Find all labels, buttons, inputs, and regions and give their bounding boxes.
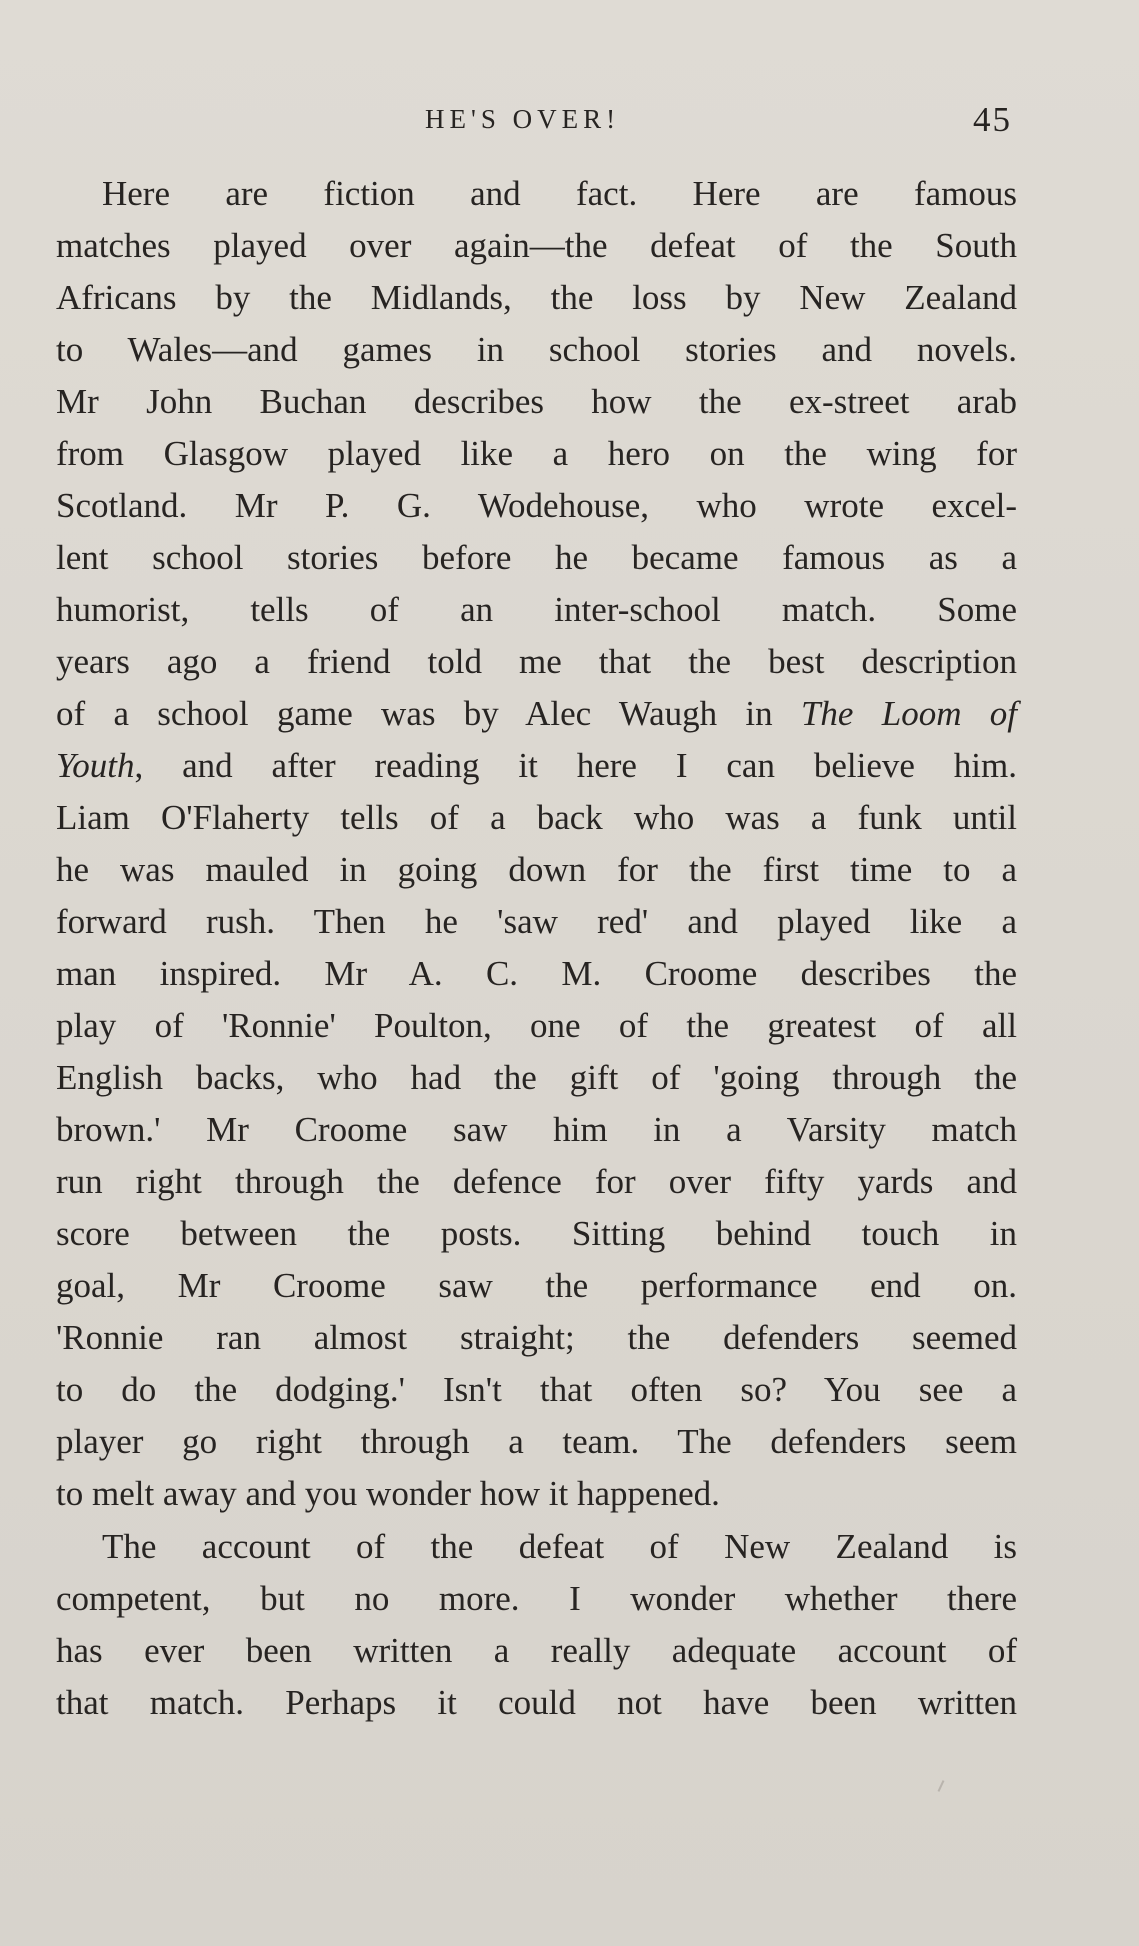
book-title-italic: Youth bbox=[56, 746, 135, 785]
text-line: forward rush. Then he 'saw red' and played like a bbox=[56, 902, 1017, 941]
text-line: Mr John Buchan describes how the ex-street arab bbox=[56, 382, 1017, 421]
text-line: competent, but no more. I wonder whether there bbox=[56, 1579, 1017, 1618]
text-line: brown.' Mr Croome saw him in a Varsity match bbox=[56, 1110, 1017, 1149]
paper-speck bbox=[938, 1780, 945, 1792]
book-title-italic: The Loom of bbox=[800, 694, 1018, 733]
text-line: years ago a friend told me that the best description bbox=[56, 642, 1017, 681]
text-line: score between the posts. Sitting behind touch in bbox=[56, 1214, 1017, 1253]
text-line: English backs, who had the gift of 'going through the bbox=[56, 1058, 1017, 1097]
text-line: player go right through a team. The defenders seem bbox=[56, 1422, 1017, 1461]
text-line: to do the dodging.' Isn't that often so? You see a bbox=[56, 1370, 1017, 1409]
text-line: to melt away and you wonder how it happened. bbox=[56, 1474, 720, 1513]
text-segment: of a school game was by Alec Waugh in bbox=[56, 694, 773, 733]
text-line: Liam O'Flaherty tells of a back who was a funk until bbox=[56, 798, 1017, 837]
text-line: to Wales—and games in school stories and novels. bbox=[56, 330, 1017, 369]
text-line: humorist, tells of an inter-school match. Some bbox=[56, 590, 1017, 629]
paragraph-2 bbox=[56, 1521, 1017, 1729]
text-line: The account of the defeat of New Zealand is bbox=[102, 1527, 1017, 1566]
running-head bbox=[0, 100, 1139, 140]
running-title: HE'S OVER! bbox=[425, 104, 621, 134]
text-line: Africans by the Midlands, the loss by New Zealand bbox=[56, 278, 1017, 317]
text-line: from Glasgow played like a hero on the wing for bbox=[56, 434, 1017, 473]
text-line: matches played over again—the defeat of the South bbox=[56, 226, 1017, 265]
text-segment: , and after reading it here I can believe him. bbox=[134, 746, 1017, 785]
text-line: goal, Mr Croome saw the performance end on. bbox=[56, 1266, 1017, 1305]
body-text bbox=[56, 168, 1017, 1729]
page-number: 45 bbox=[973, 100, 1012, 139]
text-line: he was mauled in going down for the first time to a bbox=[56, 850, 1017, 889]
text-line bbox=[56, 688, 1017, 740]
text-line: has ever been written a really adequate account of bbox=[56, 1631, 1017, 1670]
text-line: lent school stories before he became famous as a bbox=[56, 538, 1017, 577]
text-line: man inspired. Mr A. C. M. Croome describes the bbox=[56, 954, 1017, 993]
paragraph-1 bbox=[56, 168, 1017, 1520]
text-line bbox=[56, 740, 1017, 792]
text-line: that match. Perhaps it could not have been written bbox=[56, 1683, 1017, 1722]
text-line: run right through the defence for over fifty yards and bbox=[56, 1162, 1017, 1201]
text-line: 'Ronnie ran almost straight; the defenders seemed bbox=[56, 1318, 1017, 1357]
text-line: Scotland. Mr P. G. Wodehouse, who wrote excel- bbox=[56, 486, 1017, 525]
text-line: play of 'Ronnie' Poulton, one of the greatest of all bbox=[56, 1006, 1017, 1045]
text-line: Here are fiction and fact. Here are famous bbox=[102, 174, 1017, 213]
